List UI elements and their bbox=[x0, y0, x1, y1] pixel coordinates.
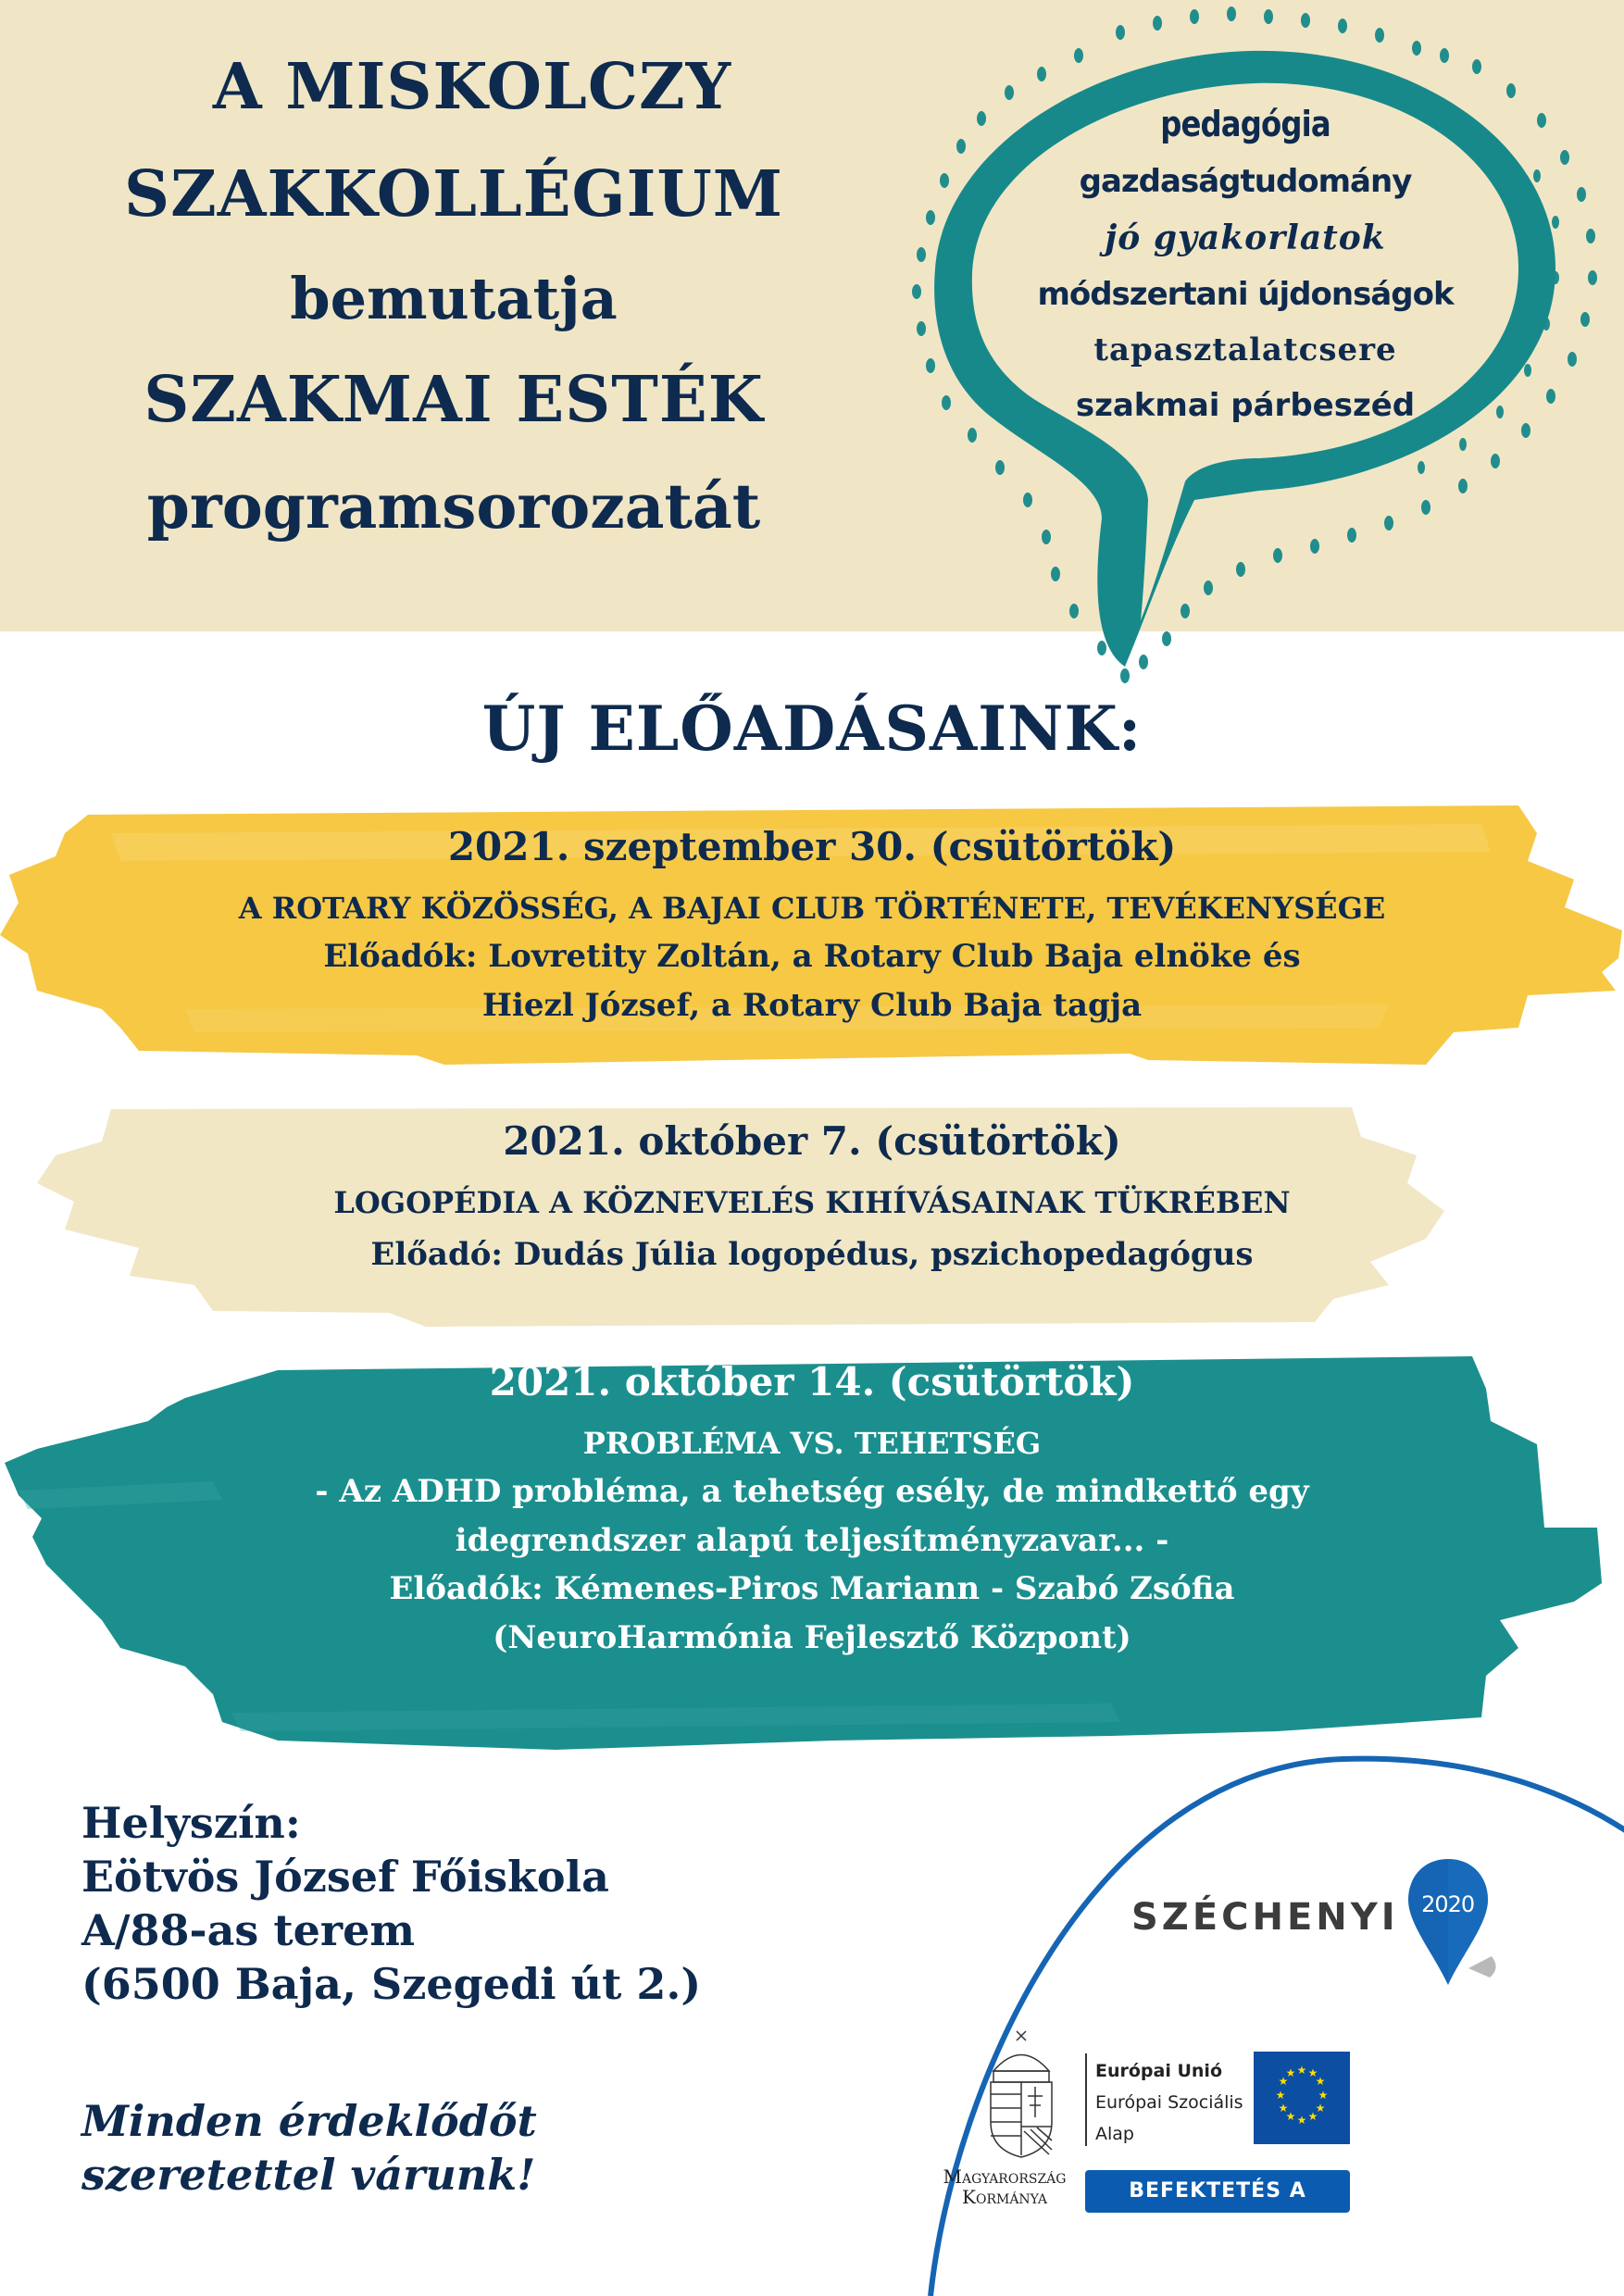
szechenyi-year: 2020 bbox=[1421, 1891, 1475, 1917]
eu-fund-line-1: Európai Szociális bbox=[1095, 2092, 1243, 2113]
section-heading: ÚJ ELŐADÁSAINK: bbox=[481, 693, 1143, 765]
coat-of-arms-icon bbox=[980, 2029, 1063, 2159]
title-line-5: programsorozatát bbox=[146, 470, 761, 543]
event-3 bbox=[0, 1359, 1624, 1657]
location-pin-icon bbox=[1408, 1859, 1492, 1989]
szechenyi-2020-logo bbox=[1131, 1859, 1492, 1989]
svg-text:★: ★ bbox=[1278, 2075, 1289, 2088]
topic-pedagogia: pedagógia bbox=[1160, 104, 1330, 144]
welcome-line-2: szeretettel várunk! bbox=[81, 2150, 536, 2200]
topic-tapasztalatcsere: tapasztalatcsere bbox=[1093, 331, 1397, 368]
svg-text:★: ★ bbox=[1296, 2114, 1307, 2127]
welcome-message bbox=[81, 2094, 537, 2202]
svg-text:★: ★ bbox=[1275, 2089, 1286, 2102]
topic-jo-gyakorlatok: jó gyakorlatok bbox=[1105, 218, 1386, 257]
venue-institution: Eötvös József Főiskola bbox=[81, 1852, 609, 1902]
venue-room: A/88-as terem bbox=[81, 1905, 416, 1955]
svg-text:★: ★ bbox=[1307, 2110, 1318, 2123]
svg-text:★: ★ bbox=[1278, 2102, 1289, 2115]
government-name-line-1: Magyarország bbox=[943, 2165, 1067, 2188]
event-3-subtitle-line-2: idegrendszer alapú teljesítményzavar... - bbox=[455, 1521, 1169, 1559]
eu-title: Európai Unió bbox=[1095, 2061, 1222, 2081]
svg-text:★: ★ bbox=[1307, 2066, 1318, 2079]
event-3-organization: (NeuroHarmónia Fejlesztő Központ) bbox=[493, 1619, 1131, 1657]
title-line-3: bemutatja bbox=[290, 265, 618, 332]
event-1-speakers-line-1: Előadók: Lovretity Zoltán, a Rotary Club Baja elnöke és bbox=[323, 937, 1301, 975]
event-3-subtitle-line-1: - Az ADHD probléma, a tehetség esély, de mindkettő egy bbox=[315, 1472, 1309, 1510]
szechenyi-wordmark: SZÉCHENYI bbox=[1131, 1896, 1399, 1939]
venue-label: Helyszín: bbox=[81, 1798, 301, 1848]
event-2-speaker: Előadó: Dudás Júlia logopédus, pszichopedagógus bbox=[370, 1235, 1254, 1273]
event-1 bbox=[0, 824, 1624, 1024]
title-line-4: SZAKMAI ESTÉK bbox=[144, 363, 764, 437]
eu-divider bbox=[1085, 2053, 1087, 2146]
topic-gazdasagtudomany: gazdaságtudomány bbox=[1079, 163, 1412, 200]
svg-text:★: ★ bbox=[1315, 2075, 1326, 2088]
eu-fund-text bbox=[1095, 2055, 1243, 2150]
title-line-2: SZAKKOLLÉGIUM bbox=[123, 157, 784, 231]
welcome-line-1: Minden érdeklődőt bbox=[81, 2096, 537, 2146]
svg-text:★: ★ bbox=[1315, 2102, 1326, 2115]
event-3-date: 2021. október 14. (csütörtök) bbox=[489, 1359, 1135, 1404]
government-name-line-2: Kormánya bbox=[962, 2186, 1047, 2208]
speech-bubble-topics bbox=[1000, 104, 1491, 424]
poster-title bbox=[56, 50, 852, 543]
svg-text:★: ★ bbox=[1318, 2089, 1329, 2102]
eu-flag-icon bbox=[1254, 2052, 1350, 2144]
event-2 bbox=[0, 1118, 1624, 1274]
eu-fund-line-2: Alap bbox=[1095, 2124, 1134, 2144]
government-name bbox=[935, 2166, 1074, 2207]
event-1-speakers-line-2: Hiezl József, a Rotary Club Baja tagja bbox=[481, 986, 1143, 1024]
event-1-date: 2021. szeptember 30. (csütörtök) bbox=[447, 824, 1177, 869]
topic-modszertani-ujdonsagok: módszertani újdonságok bbox=[1037, 276, 1454, 313]
event-2-date: 2021. október 7. (csütörtök) bbox=[503, 1118, 1121, 1164]
svg-text:★: ★ bbox=[1285, 2066, 1296, 2079]
svg-text:★: ★ bbox=[1285, 2110, 1296, 2123]
event-3-speakers: Előadók: Kémenes-Piros Mariann - Szabó Zsófia bbox=[389, 1570, 1235, 1608]
venue-address: (6500 Baja, Szegedi út 2.) bbox=[81, 1959, 702, 2009]
svg-text:★: ★ bbox=[1296, 2064, 1307, 2077]
invest-in-future-banner: BEFEKTETÉS A JÖVŐBE bbox=[1085, 2170, 1350, 2213]
topic-szakmai-parbeszed: szakmai párbeszéd bbox=[1075, 387, 1416, 424]
title-line-1: A MISKOLCZY bbox=[212, 50, 732, 124]
event-1-topic: A ROTARY KÖZÖSSÉG, A BAJAI CLUB TÖRTÉNETE, TEVÉKENYSÉGE bbox=[238, 891, 1386, 927]
event-2-topic: LOGOPÉDIA A KÖZNEVELÉS KIHÍVÁSAINAK TÜKRÉBEN bbox=[333, 1185, 1291, 1221]
event-3-topic: PROBLÉMA VS. TEHETSÉG bbox=[582, 1426, 1042, 1462]
venue-info bbox=[81, 1796, 701, 2011]
